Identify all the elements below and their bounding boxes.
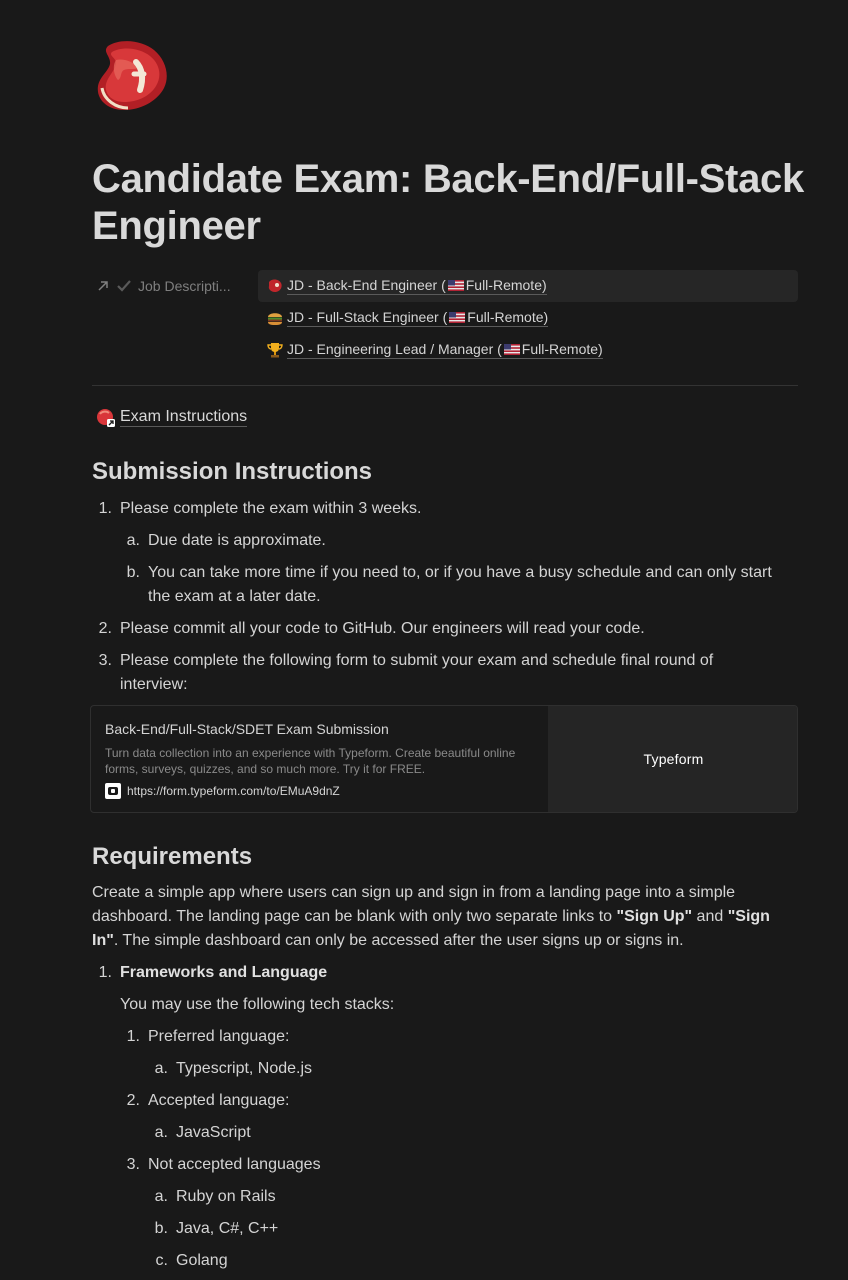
arrow-up-right-icon — [96, 279, 110, 293]
list-item: b. You can take more time if you need to, or if you have a busy schedule and can only start the exam at a later date. — [126, 564, 772, 605]
bookmark-text — [91, 706, 548, 812]
checkmark-icon — [116, 279, 132, 293]
typeform-favicon-icon — [105, 783, 121, 799]
typeform-bookmark[interactable] — [90, 705, 798, 813]
burger-icon — [266, 309, 284, 327]
bookmark-title: Back-End/Full-Stack/SDET Exam Submission — [105, 721, 389, 737]
list-item: 3. Please complete the following form to submit your exam and schedule final round of interview: — [98, 652, 714, 693]
bookmark-url-row — [105, 783, 534, 799]
notion-page: Candidate Exam: Back-End/Full-Stack Engineer Job Descripti... JD - Back-End Engineer ( Full-Remote) JD - Full-Stack Engineer ( Full-Remote) JD - Engineering Lead / Manager ( Full-Remote) Exam Instructions Submission Instructions 1. Please complete the exam within 3 weeks. a. Due date is approximate. b. You can take more time if you need to, or if you have a busy schedule and can only start the exam at a later date. 2. Please commit all your code to GitHub. Our engineers will read your code. 3. Please complete the following form to submit your exam and schedule final round of interview: Back-End/Full-Stack/SDET Exam Submission Turn data collection into an experience with Typeform. Create beautiful online forms, surveys, quizzes, and so much more. Try it for FREE. https://form.typeform.com/to/EMuA9dnZ Typeform Requirements Create a simple app where users can sign up and sign in from a landing page into a simple dashboard. The landing page can be blank with only two separate links to "Sign Up" and "Sign In". The simple dashboard can only be accessed after the user signs up or signs in. 1. Frameworks and Language You may use the following tech stacks: 1. Preferred language: a. Typescript, Node.js 2. Accepted language: a. JavaScript 3. Not accepted languages a. Ruby on Rails b. Java, C#, C++ c. Golang — [0, 0, 848, 1280]
requirements-paragraph: Create a simple app where users can sign up and sign in from a landing page into a simple dashboard. The landing page can be blank with only two separate links to "Sign Up" and "Sign In". The simple dashboard can only be accessed after the user signs up or signs in. — [92, 884, 770, 949]
us-flag-icon — [449, 312, 465, 323]
bookmark-url: https://form.typeform.com/to/EMuA9dnZ — [127, 784, 340, 798]
submission-heading: Submission Instructions — [92, 458, 373, 485]
exam-instructions-label: Exam Instructions — [120, 408, 248, 425]
us-flag-icon — [504, 344, 520, 355]
relation-engineering-lead[interactable]: JD - Engineering Lead / Manager ( Full-Remote) — [258, 334, 798, 366]
meat-icon — [266, 277, 284, 295]
bookmark-description: Turn data collection into an experience with Typeform. Create beautiful online forms, surveys, quizzes, and so much more. Try it for FREE. — [105, 746, 516, 776]
relation-backend-engineer[interactable]: JD - Back-End Engineer ( Full-Remote) — [258, 270, 798, 302]
page-title[interactable]: Candidate Exam: Back-End/Full-Stack Engineer — [92, 157, 804, 248]
bookmark-thumbnail — [548, 706, 798, 812]
steak-icon[interactable] — [94, 38, 172, 114]
exam-instructions-link[interactable] — [96, 404, 247, 430]
trophy-icon — [266, 341, 284, 359]
property-label-text: Job Descripti... — [138, 278, 231, 294]
relation-fullstack-engineer[interactable]: JD - Full-Stack Engineer ( Full-Remote) — [258, 302, 798, 334]
divider — [92, 385, 798, 386]
us-flag-icon — [448, 280, 464, 291]
relation-list — [258, 270, 798, 366]
linked-page-icon — [96, 407, 116, 427]
requirements-heading: Requirements — [92, 843, 253, 870]
typeform-logo-text: Typeform — [643, 751, 704, 767]
property-label[interactable] — [96, 270, 256, 302]
